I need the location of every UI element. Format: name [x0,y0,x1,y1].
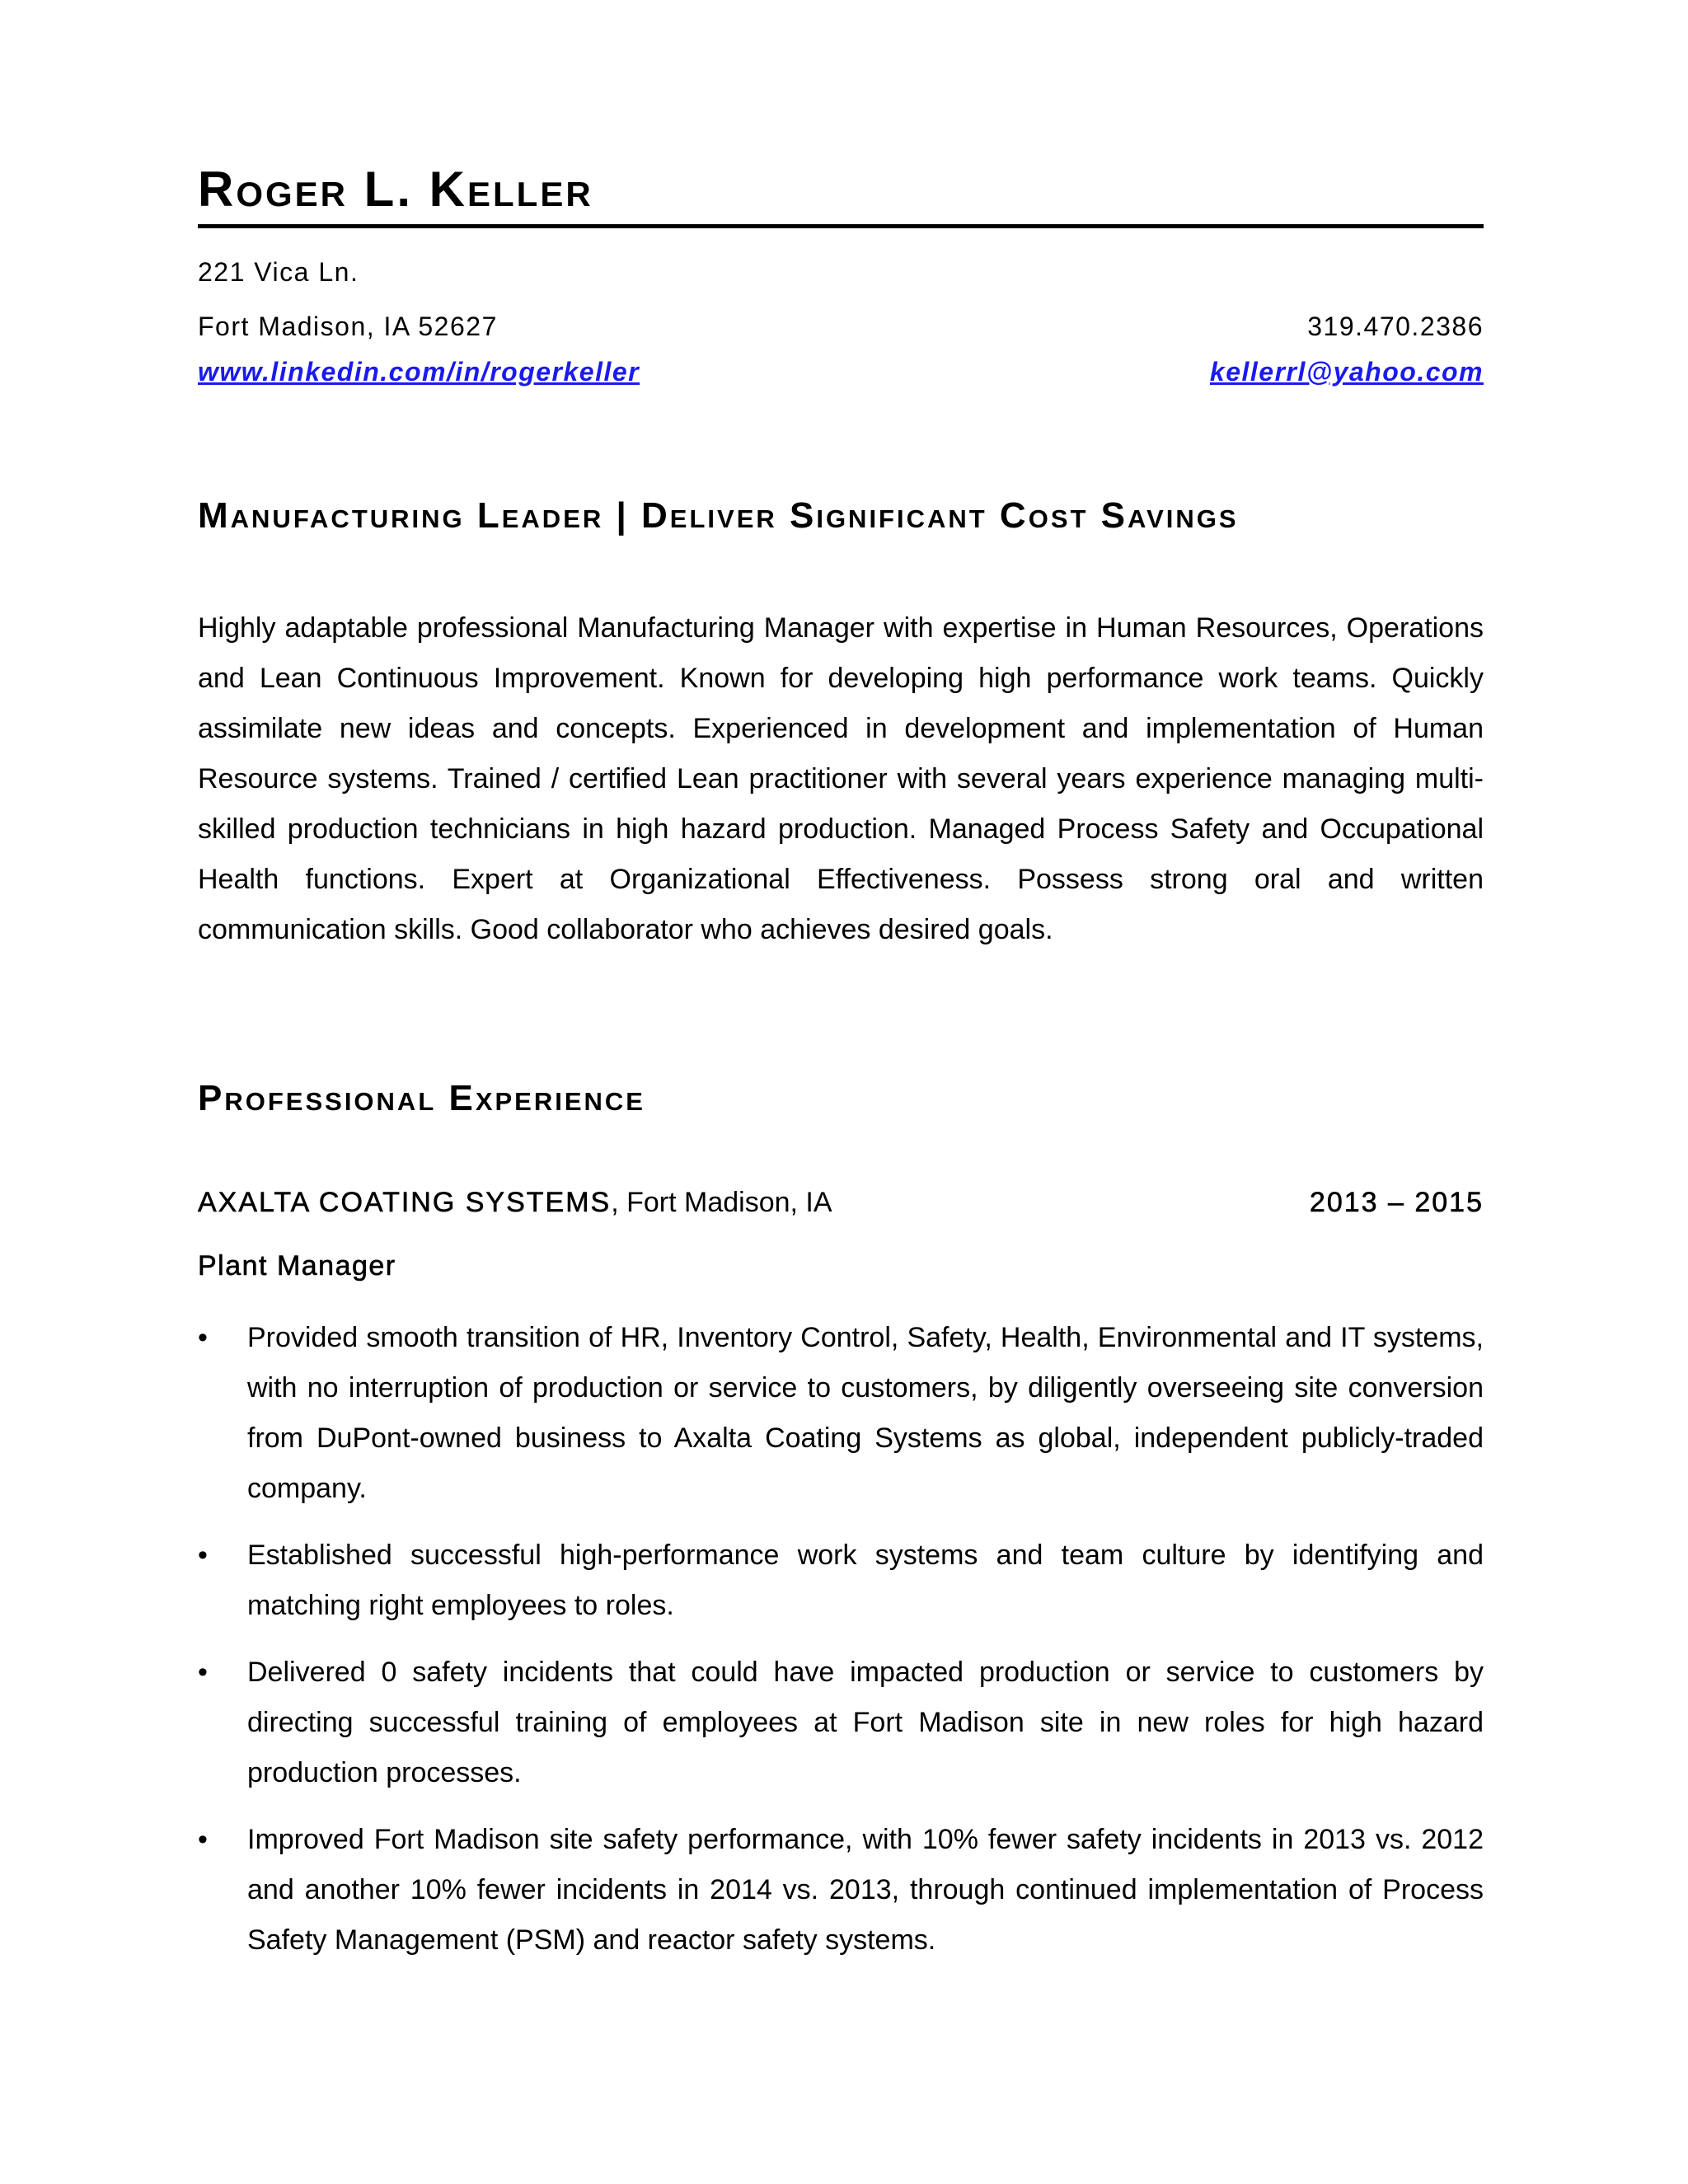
bullet-text: Provided smooth transition of HR, Inventory Control, Safety, Health, Environmental and IT systems, with no interruption of production or service to customers, by diligently overseeing site conversion from DuPont-owned business to Axalta Coating Systems as global, independent publicly-traded company. [247,1321,1484,1504]
job-employer [198,1186,832,1220]
list-item [198,1530,1484,1631]
email-link[interactable]: kellerrl@yahoo.com [1209,356,1484,387]
job-role: Plant Manager [198,1249,396,1282]
company-name: AXALTA COATING SYSTEMS [198,1187,612,1219]
list-item [198,1313,1484,1514]
candidate-name: Roger L. Keller [198,165,1484,228]
address-row-1 [198,256,1484,288]
list-item [198,1815,1484,1966]
bullet-text: Established successful high-performance work systems and team culture by identifying and matching right employees to roles. [247,1539,1484,1621]
address-line-1: 221 Vica Ln. [198,257,359,287]
headline-title: Manufacturing Leader | Deliver Significant Cost Savings [198,495,1239,537]
job-entry [198,1186,1484,1966]
job-bullet-list [198,1313,1484,1966]
summary-paragraph: Highly adaptable professional Manufacturing Manager with expertise in Human Resources, Operations and Lean Continuous Improvement. Known for developing high performance work teams. Quickly assimilate new ideas and concepts. Experienced in development and implementation of Human Resource systems. Trained / certified Lean practitioner with several years experience managing multi-skilled production technicians in high hazard production. Managed Process Safety and Occupational Health functions. Expert at Organizational Effectiveness. Possess strong oral and written communication skills. Good collaborator who achieves desired goals. [198,612,1484,946]
experience-section-title: Professional Experience [198,1078,645,1119]
job-dates: 2013 – 2015 [1309,1187,1484,1219]
bullet-text: Delivered 0 safety incidents that could have impacted production or service to customers by directing successful training of employees at Fort Madison site in new roles for high hazard production processes. [247,1656,1484,1788]
job-header [198,1186,1484,1220]
bullet-icon: • [198,1823,208,1855]
bullet-icon: • [198,1656,208,1688]
list-item [198,1647,1484,1798]
bullet-icon: • [198,1321,208,1353]
linkedin-link[interactable]: www.linkedin.com/in/rogerkeller [198,356,640,387]
address-line-2: Fort Madison, IA 52627 [198,312,498,342]
bullet-text: Improved Fort Madison site safety performance, with 10% fewer safety incidents in 2013 vs. 2012 and another 10% fewer incidents in 2014 vs. 2013, through continued implementation of Process Safety Management (PSM) and reactor safety systems. [247,1823,1484,1956]
address-row-2 [198,311,1484,342]
company-location: , Fort Madison, IA [611,1187,832,1219]
resume-page [198,162,1484,2060]
phone-number: 319.470.2386 [1307,312,1484,342]
bullet-icon: • [198,1539,208,1571]
links-row [198,356,1484,387]
